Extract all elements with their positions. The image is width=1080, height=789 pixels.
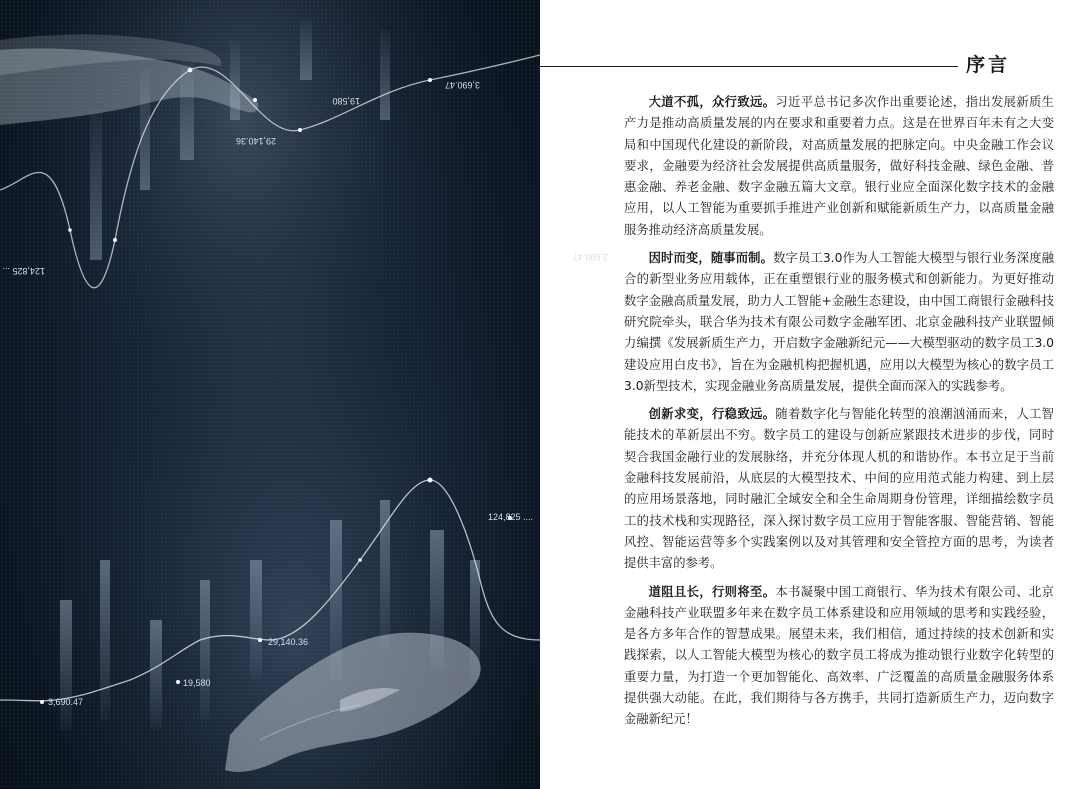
- paragraph: [624, 92, 1054, 241]
- paragraph-text: 随着数字化与智能化转型的浪潮汹涌而来，人工智能技术的革新层出不穷。数字员工的建设与创新应紧跟技术进步的步伐，同时契合我国金融行业的发展脉络，并充分体现人机的和谐协作。本书立足于当前金融科技发展前沿，从底层的大模型技术、中间的应用范式能力构建、到上层的应用场景落地，同时融汇全域安全和全生命周期身份管理，详细描绘数字员工的技术栈和实现路径，深入探讨数字员工应用于智能客服、智能营销、智能风控、智能运营等多个实践案例以及对其管理和安全管控方面的思考，为读者提供丰富的参考。: [624, 407, 1054, 571]
- paragraph-lead: 道阻且长，行则将至。: [648, 584, 776, 599]
- paragraph-lead: 大道不孤，众行致远。: [648, 95, 776, 109]
- paragraph: [624, 404, 1054, 574]
- preface-page: [540, 0, 1080, 789]
- bottom-label-4: 3,690.47: [48, 697, 84, 707]
- paragraph-lead: 因时而变，随事而制。: [648, 251, 774, 266]
- top-label-c: 29,140.36: [235, 136, 276, 146]
- paragraph-lead: 创新求变，行稳致远。: [648, 407, 776, 422]
- paragraph-text: 本书凝聚中国工商银行、华为技术有限公司、北京金融科技产业联盟多年来在数字员工体系建设和应用领域的思考和实践经验，是各方多年合作的智慧成果。展望未来，我们相信，通过持续的技术创新和实践探索，以人工智能大模型为核心的数字员工将成为推动银行业数字化转型的重要力量，为打造一个更加智能化、高效率、广泛覆盖的高质量金融服务体系提供强大动能。在此，我们期待与各方携手，共同打造新质生产力，迈向数字金融新纪元！: [624, 584, 1054, 727]
- top-label-b: 19,580: [332, 96, 360, 106]
- paragraph-text: 习近平总书记多次作出重要论述，指出发展新质生产力是推动高质量发展的内在要求和重要着力点。这是在世界百年未有之大变局和中国现代化建设的新阶段，对高质量发展的把脉定向。中央金融工作会议要求，金融要为经济社会发展提供高质量服务，做好科技金融、绿色金融、普惠金融、养老金融、数字金融五篇大文章。银行业应全面深化数字技术的金融应用，以人工智能为重要抓手推进产业创新和赋能新质生产力，以高质量金融服务推动经济高质量发展。: [624, 95, 1054, 237]
- title-divider: [540, 66, 958, 67]
- bottom-label-2: 29,140.36: [268, 637, 309, 647]
- paragraph: [624, 248, 1054, 397]
- bottom-label-3: 19,580: [183, 678, 211, 688]
- top-label-d: 124,825 ...: [2, 266, 45, 276]
- preface-body: [624, 92, 1054, 738]
- page-title: 序言: [966, 54, 1011, 76]
- top-label-a: 3,690.47: [444, 80, 480, 90]
- paragraph: [624, 582, 1054, 731]
- top-label-1: 3,690.47: [572, 252, 608, 262]
- paragraph-text: 数字员工3.0作为人工智能大模型与银行业务深度融合的新型业务应用载体，正在重塑银行业的服务模式和创新能力。为更好推动数字金融高质量发展，助力人工智能+金融生态建设，由中国工商银行金融科技研究院牵头，联合华为技术有限公司数字金融军团、北京金融科技产业联盟倾力编撰《发展新质生产力，开启数字金融新纪元——大模型驱动的数字员工3.0建设应用白皮书》，旨在为金融机构把握机遇，应用以大模型为核心的数字员工3.0新型技术，实现金融业务高质量发展，提供全面而深入的实践参考。: [624, 251, 1054, 393]
- bottom-label-1: 124,825 ....: [488, 512, 534, 522]
